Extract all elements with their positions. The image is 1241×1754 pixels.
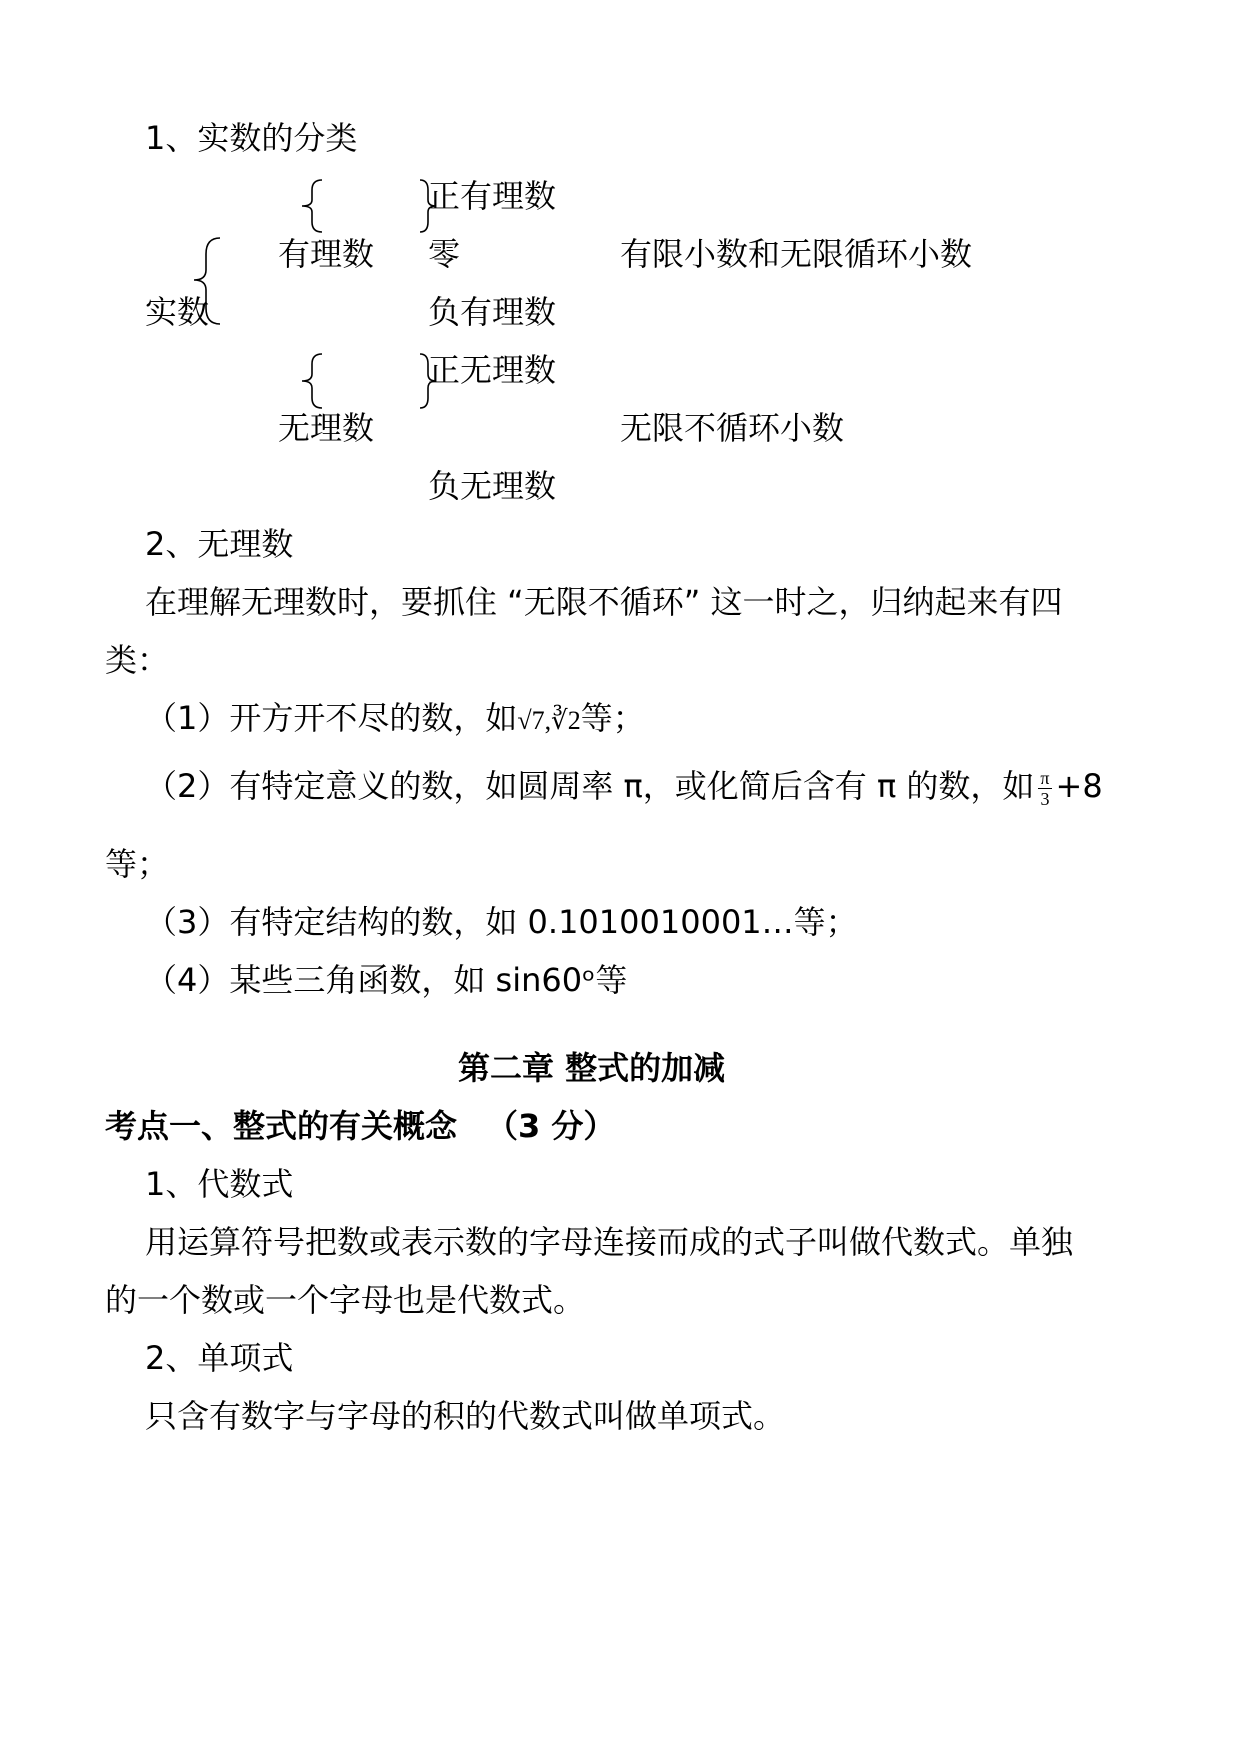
tree-irrational-label: 无理数 [278, 409, 375, 447]
item2-prefix: （2）有特定意义的数，如圆周率 π，或化简后含有 π 的数，如 [145, 767, 1035, 805]
section2-item2-cont: 等； [105, 845, 170, 883]
tree-irrational-item: 负无理数 [428, 467, 557, 505]
item1-suffix: 等； [580, 699, 645, 737]
sub1-line2: 的一个数或一个字母也是代数式。 [105, 1281, 586, 1319]
chapter-title: 第二章 整式的加减 [458, 1049, 726, 1087]
sub2-line1: 只含有数字与字母的积的代数式叫做单项式。 [145, 1397, 786, 1435]
tree-root: 实数 [145, 293, 210, 331]
sub1-line1: 用运算符号把数或表示数的字母连接而成的式子叫做代数式。单独 [145, 1223, 1074, 1261]
tree-irrational-note: 无限不循环小数 [620, 409, 845, 447]
sub1-title: 1、代数式 [145, 1165, 294, 1203]
irrational-brace-icon [290, 352, 330, 410]
tree-irrational-item: 正无理数 [428, 351, 557, 389]
tree-rational-note: 有限小数和无限循环小数 [620, 235, 973, 273]
section1-title: 1、实数的分类 [145, 119, 358, 157]
item1-math: √7,∛2 [517, 706, 581, 735]
section2-title: 2、无理数 [145, 525, 294, 563]
tree-rational-label: 有理数 [278, 235, 375, 273]
kaodian-label: 考点一、整式的有关概念 [105, 1107, 458, 1145]
section2-intro-line1: 在理解无理数时，要抓住 “无限不循环” 这一时之，归纳起来有四 [145, 583, 1063, 621]
item2-suffix: +8 [1055, 767, 1103, 805]
section2-item4: （4）某些三角函数，如 sin60ᵒ等 [145, 961, 628, 999]
rational-brace-icon [290, 178, 330, 234]
section2-item2 [145, 766, 1103, 809]
item2-fraction [1038, 768, 1051, 809]
fraction-denominator: 3 [1040, 788, 1050, 809]
section2-item1 [145, 698, 645, 741]
kaodian-score: （3 分） [486, 1107, 616, 1145]
section2-intro-line2: 类： [105, 641, 170, 679]
item1-prefix: （1）开方开不尽的数，如 [145, 699, 518, 737]
sub2-title: 2、单项式 [145, 1339, 294, 1377]
tree-rational-item: 零 [428, 235, 461, 273]
fraction-numerator: π [1040, 767, 1050, 788]
section2-item3: （3）有特定结构的数，如 0.1010010001…等； [145, 903, 858, 941]
tree-rational-item: 正有理数 [428, 177, 557, 215]
tree-rational-item: 负有理数 [428, 293, 557, 331]
